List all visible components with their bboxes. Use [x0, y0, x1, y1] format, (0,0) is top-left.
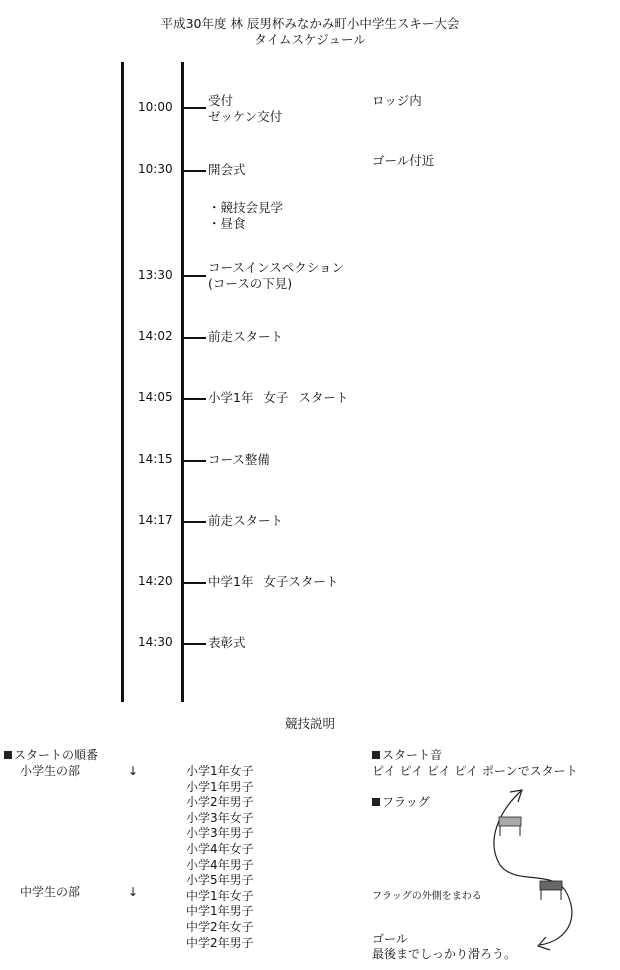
- schedule-tick: [184, 107, 206, 109]
- list-item: 小学1年女子: [186, 764, 254, 778]
- schedule-time: 14:20: [138, 574, 173, 588]
- goal-text: 最後までしっかり滑ろう。: [372, 947, 517, 961]
- schedule-item: 中学1年 女子スタート: [208, 574, 339, 589]
- flag-icon: [540, 881, 562, 890]
- schedule-note: ロッジ内: [372, 93, 422, 108]
- start-order-list: [186, 764, 254, 951]
- schedule-tick: [184, 170, 206, 172]
- schedule-tick: [184, 643, 206, 645]
- schedule-item: 受付 ゼッケン交付: [208, 93, 283, 124]
- schedule-item: コース整備: [208, 452, 270, 467]
- schedule-time: 10:00: [138, 100, 173, 114]
- schedule-time: 14:15: [138, 452, 173, 466]
- page-title-line1: 平成30年度 林 辰男杯みなかみ町小中学生スキー大会: [160, 16, 460, 31]
- flag-note: フラッグの外側をまわる: [372, 891, 482, 902]
- list-item: 中学2年女子: [186, 919, 254, 934]
- schedule-time: 14:05: [138, 390, 173, 404]
- list-item: 小学4年男子: [186, 857, 254, 872]
- schedule-tick: [184, 398, 206, 400]
- schedule-item: 開会式: [208, 162, 246, 177]
- schedule-time: 14:02: [138, 329, 173, 343]
- schedule-item: 表彰式: [208, 635, 246, 650]
- schedule-item: 前走スタート: [208, 329, 284, 344]
- schedule-item: 小学1年 女子 スタート: [208, 390, 349, 405]
- list-item: 小学5年男子: [186, 873, 254, 888]
- schedule-item: ・競技会見学 ・昼食: [208, 200, 284, 231]
- schedule-tick: [184, 582, 206, 584]
- schedule-note: ゴール付近: [372, 153, 435, 168]
- schedule-time: 14:17: [138, 513, 173, 527]
- square-bullet-icon: [372, 751, 380, 759]
- down-arrow-icon: ↓: [128, 764, 139, 778]
- timeline-axis: [181, 62, 184, 702]
- list-item: 中学2年男子: [186, 935, 254, 950]
- schedule-tick: [184, 521, 206, 523]
- flag-icon: [499, 817, 521, 826]
- list-item: 中学1年女子: [186, 888, 254, 903]
- elementary-label: 小学生の部: [20, 764, 81, 778]
- course-path-line: [494, 790, 572, 945]
- junior-label: 中学生の部: [20, 885, 81, 899]
- list-item: 小学3年男子: [186, 826, 254, 841]
- flag-heading: フラッグ: [372, 795, 430, 811]
- list-item: 中学1年男子: [186, 904, 254, 919]
- down-arrow-icon: ↓: [128, 885, 139, 899]
- goal-label: ゴール: [372, 932, 408, 946]
- list-item: 小学3年女子: [186, 810, 254, 825]
- schedule-time: 13:30: [138, 268, 173, 282]
- start-sound-heading: スタート音: [372, 748, 442, 764]
- start-order-heading: スタートの順番: [4, 748, 98, 764]
- schedule-tick: [184, 337, 206, 339]
- list-item: 小学1年男子: [186, 779, 254, 794]
- timeline-left-border: [121, 62, 124, 702]
- course-path-diagram: [480, 780, 620, 955]
- schedule-time: 10:30: [138, 162, 173, 176]
- square-bullet-icon: [4, 751, 12, 759]
- section-heading: 競技説明: [284, 716, 335, 731]
- schedule-item: コースインスペクション (コースの下見): [208, 260, 345, 291]
- page-title-line2: タイムスケジュール: [254, 32, 366, 47]
- list-item: 小学4年女子: [186, 841, 254, 856]
- schedule-tick: [184, 460, 206, 462]
- square-bullet-icon: [372, 798, 380, 806]
- schedule-item: 前走スタート: [208, 513, 284, 528]
- list-item: 小学2年男子: [186, 795, 254, 810]
- start-sound-text: ピイ ピイ ピイ ピイ ポーンでスタート: [372, 764, 578, 778]
- schedule-time: 14:30: [138, 635, 173, 649]
- schedule-tick: [184, 275, 206, 277]
